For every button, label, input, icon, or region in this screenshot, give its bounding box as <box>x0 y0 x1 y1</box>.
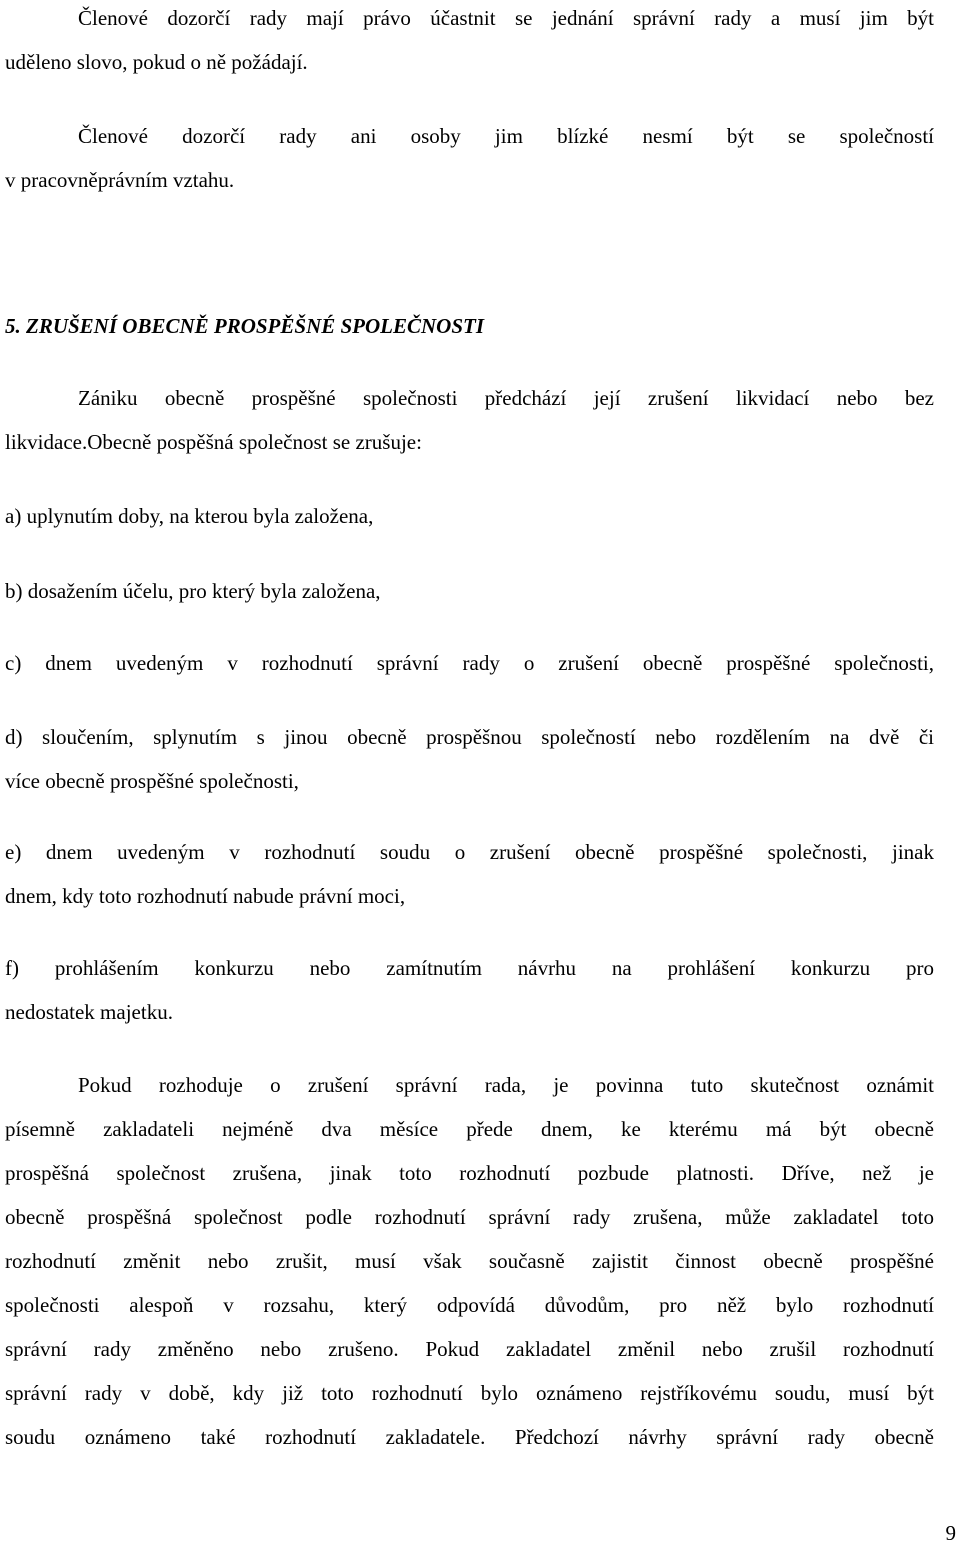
text-line: e) dnem uvedeným v rozhodnutí soudu o zrušení obecně prospěšné společnosti, jinak <box>5 840 934 864</box>
text-line: správní rady změněno nebo zrušeno. Pokud zakladatel změnil nebo zrušil rozhodnutí <box>5 1337 934 1361</box>
text-line: c) dnem uvedeným v rozhodnutí správní rady o zrušení obecně prospěšné společnosti, <box>5 651 934 675</box>
text-line: společnosti alespoň v rozsahu, který odpovídá důvodům, pro něž bylo rozhodnutí <box>5 1293 934 1317</box>
page-number: 9 <box>945 1521 956 1545</box>
text-line: Pokud rozhoduje o zrušení správní rada, je povinna tuto skutečnost oznámit <box>78 1073 934 1097</box>
list-item-b <box>5 569 934 613</box>
list-item-d <box>5 715 934 803</box>
list-item-f <box>5 946 934 1034</box>
text-line: a) uplynutím doby, na kterou byla založena, <box>5 504 374 528</box>
text-line: více obecně prospěšné společnosti, <box>5 769 299 793</box>
text-line: f) prohlášením konkurzu nebo zamítnutím návrhu na prohlášení konkurzu pro <box>5 956 934 980</box>
text-line: nedostatek majetku. <box>5 1000 173 1024</box>
text-line: písemně zakladateli nejméně dva měsíce přede dnem, ke kterému má být obecně <box>5 1117 934 1141</box>
text-line: dnem, kdy toto rozhodnutí nabude právní moci, <box>5 884 406 908</box>
text-line: likvidace.Obecně pospěšná společnost se zrušuje: <box>5 430 422 454</box>
paragraph-dissolution-intro <box>5 376 934 464</box>
text-line: správní rady v době, kdy již toto rozhodnutí bylo oznámeno rejstříkovému soudu, musí být <box>5 1381 934 1405</box>
text-line: d) sloučením, splynutím s jinou obecně prospěšnou společností nebo rozdělením na dvě či <box>5 725 934 749</box>
paragraph-board-decision <box>5 1063 934 1459</box>
paragraph-employment-restriction <box>5 114 934 202</box>
text-line: b) dosažením účelu, pro který byla založena, <box>5 579 381 603</box>
text-line: v pracovněprávním vztahu. <box>5 168 235 192</box>
text-line: Členové dozorčí rady ani osoby jim blízké nesmí být se společností <box>78 124 934 148</box>
list-item-a <box>5 494 934 538</box>
text-line: rozhodnutí změnit nebo zrušit, musí však současně zajistit činnost obecně prospěšné <box>5 1249 934 1273</box>
list-item-e <box>5 830 934 918</box>
text-line: prospěšná společnost zrušena, jinak toto rozhodnutí pozbude platnosti. Dříve, než je <box>5 1161 934 1185</box>
text-line: Členové dozorčí rady mají právo účastnit se jednání správní rady a musí jim být <box>78 6 934 30</box>
text-line: uděleno slovo, pokud o ně požádají. <box>5 50 308 74</box>
list-item-c <box>5 641 934 685</box>
text-line: obecně prospěšná společnost podle rozhodnutí správní rady zrušena, může zakladatel toto <box>5 1205 934 1229</box>
section-heading: 5. ZRUŠENÍ OBECNĚ PROSPĚŠNÉ SPOLEČNOSTI <box>5 314 485 338</box>
text-line: Zániku obecně prospěšné společnosti předchází její zrušení likvidací nebo bez <box>78 386 934 410</box>
text-line: soudu oznámeno také rozhodnutí zakladatele. Předchozí návrhy správní rady obecně <box>5 1425 934 1449</box>
paragraph-supervisory-board-rights <box>5 0 934 84</box>
